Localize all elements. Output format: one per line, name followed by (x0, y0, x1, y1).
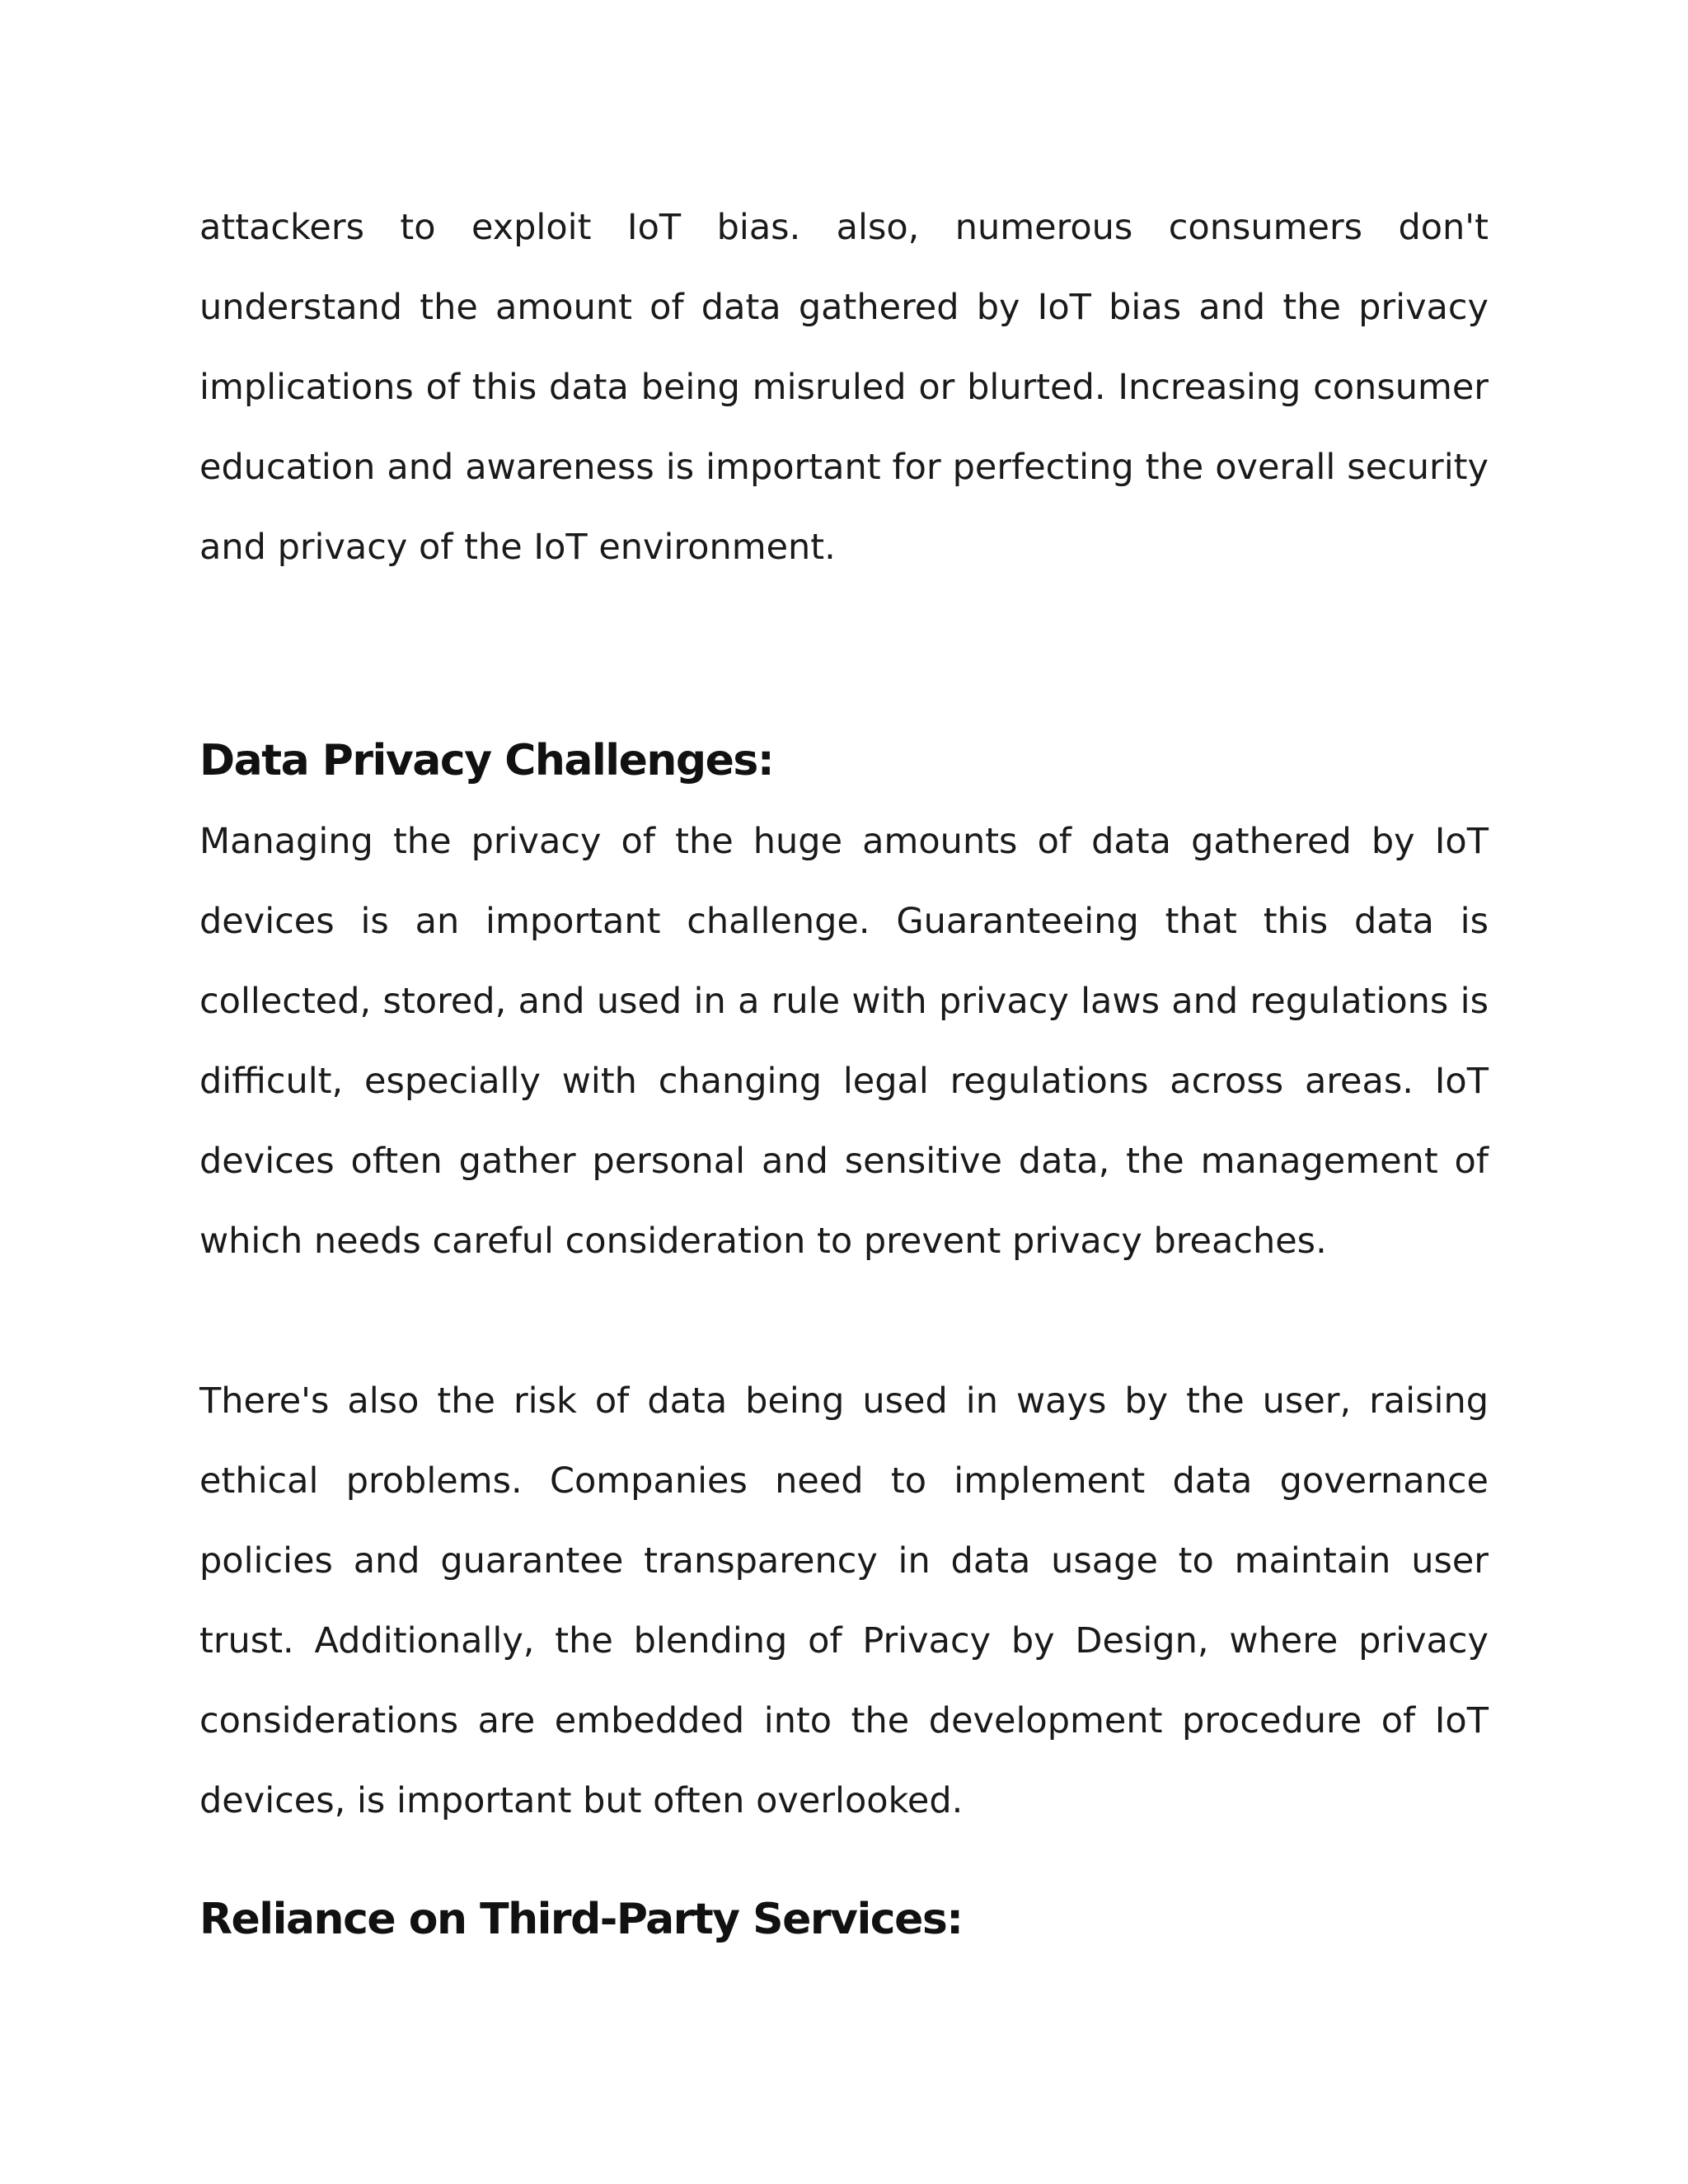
data-privacy-paragraph-1: Managing the privacy of the huge amounts of data gathered by IoT devices is an important challenge. Guaranteeing that this data is collected, stored, and used in a rule with privacy laws and regulations is difficult, especially with changing legal regulations across areas. IoT devices often gather personal and sensitive data, the management of which needs careful consideration to prevent privacy breaches. (199, 821, 1489, 1262)
intro-paragraph: attackers to exploit IoT bias. also, numerous consumers don't understand the amount of data gathered by IoT bias and the privacy implications of this data being misruled or blurted. Increasing consumer education and awareness is important for perfecting the overall security and privacy of the IoT environment. (199, 207, 1489, 568)
section-heading-third-party: Reliance on Third-Party Services: (199, 1895, 963, 1944)
section-heading-data-privacy: Data Privacy Challenges: (199, 736, 774, 785)
data-privacy-paragraph-2: There's also the risk of data being used in ways by the user, raising ethical problems. Companies need to implement data governance policies and guarantee transparency in data usage to maintain user trust. Additionally, the blending of Privacy by Design, where privacy considerations are embedded into the development procedure of IoT devices, is important but often overlooked. (199, 1380, 1489, 1821)
